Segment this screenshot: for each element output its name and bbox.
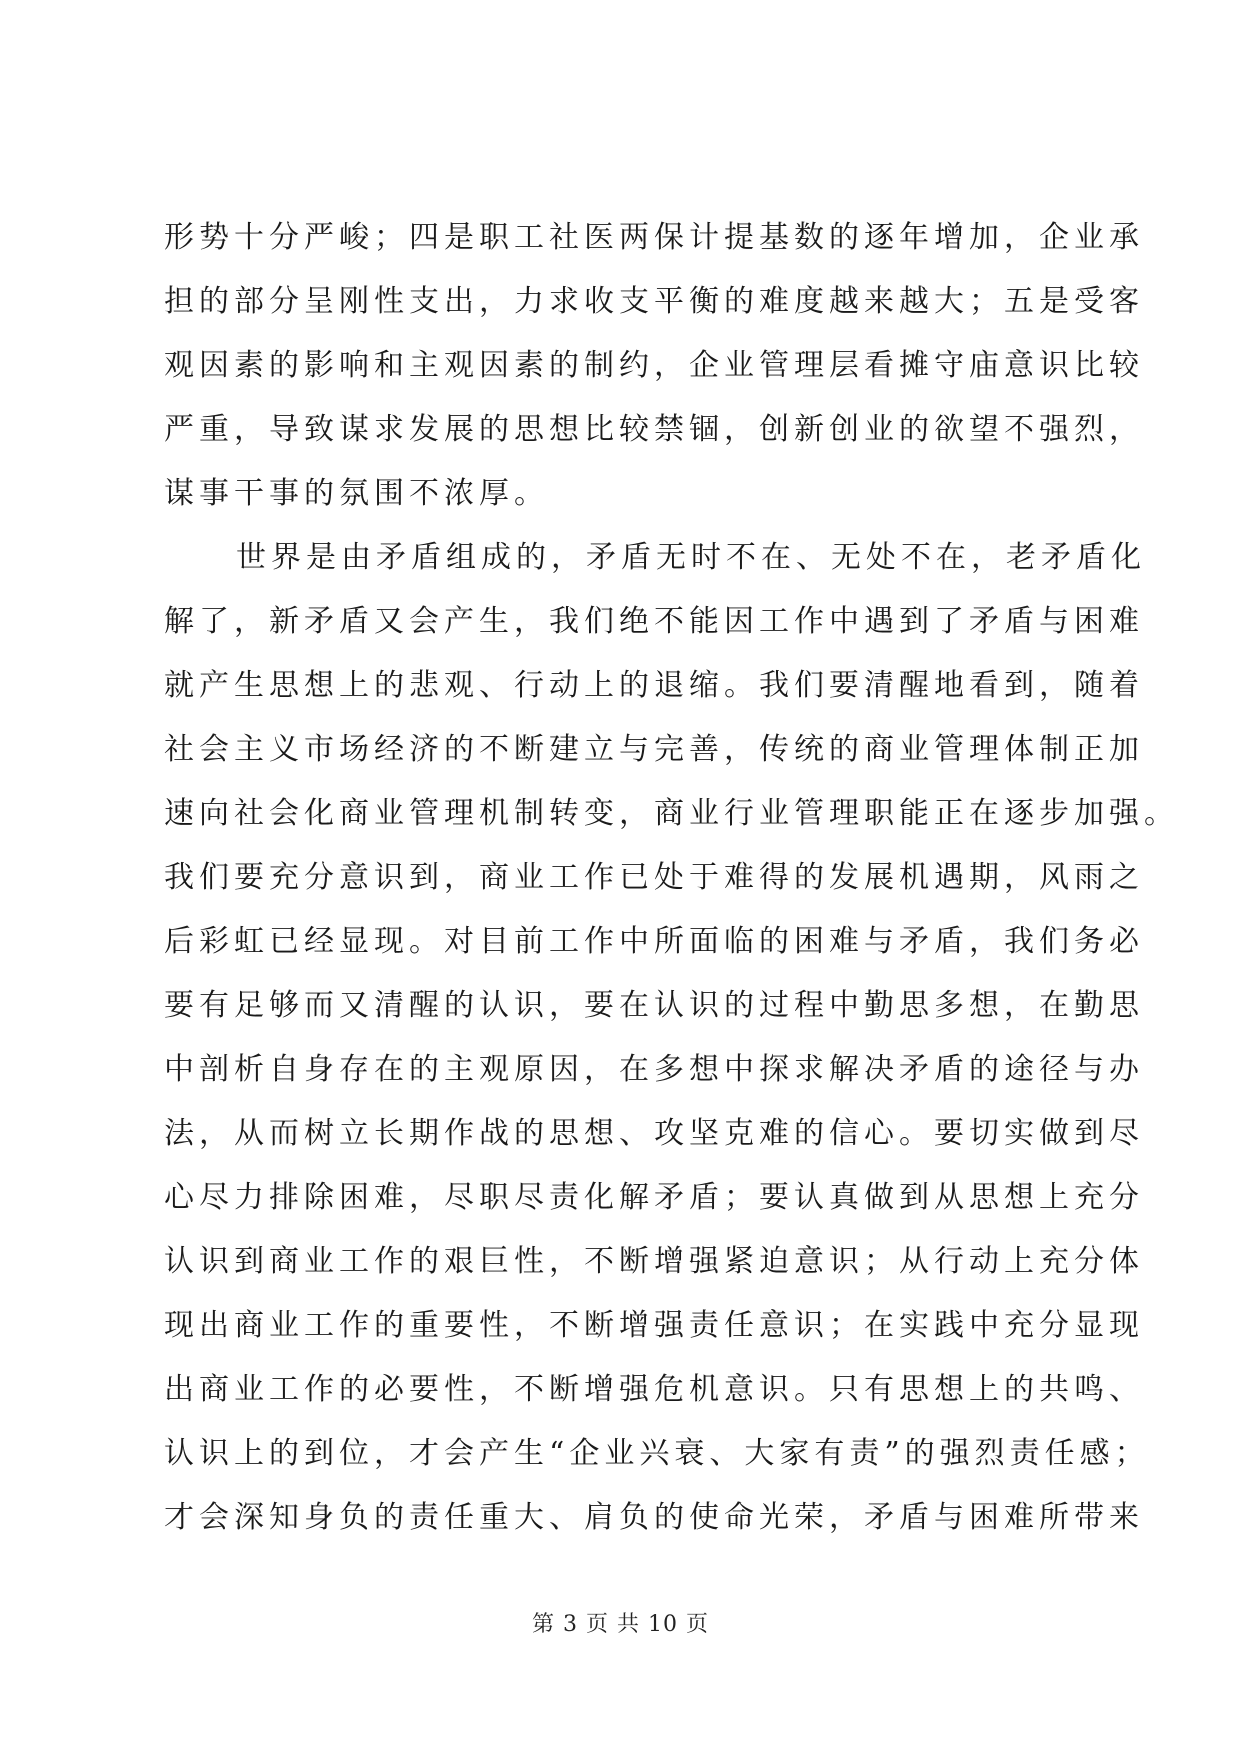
text-line: 担的部分呈刚性支出，力求收支平衡的难度越来越大；五是受客 [164, 284, 1144, 319]
text-line: 就产生思想上的悲观、行动上的退缩。我们要清醒地看到，随着 [164, 668, 1144, 703]
paragraph-start-line: 世界是由矛盾组成的，矛盾无时不在、无处不在，老矛盾化 [236, 540, 1146, 575]
text-line: 社会主义市场经济的不断建立与完善，传统的商业管理体制正加 [164, 732, 1144, 767]
text-line: 严重，导致谋求发展的思想比较禁锢，创新创业的欲望不强烈， [164, 412, 1144, 447]
text-line: 后彩虹已经显现。对目前工作中所面临的困难与矛盾，我们务必 [164, 924, 1144, 959]
text-line: 我们要充分意识到，商业工作已处于难得的发展机遇期，风雨之 [164, 860, 1144, 895]
text-line: 观因素的影响和主观因素的制约，企业管理层看摊守庙意识比较 [164, 348, 1144, 383]
text-line: 形势十分严峻；四是职工社医两保计提基数的逐年增加，企业承 [164, 220, 1144, 255]
body-text [164, 206, 1179, 1550]
text-line: 谋事干事的氛围不浓厚。 [164, 476, 549, 511]
text-line: 法，从而树立长期作战的思想、攻坚克难的信心。要切实做到尽 [164, 1116, 1144, 1151]
text-line: 认识上的到位，才会产生“企业兴衰、大家有责”的强烈责任感； [164, 1436, 1150, 1471]
text-line: 认识到商业工作的艰巨性，不断增强紧迫意识；从行动上充分体 [164, 1244, 1144, 1279]
text-line: 中剖析自身存在的主观原因，在多想中探求解决矛盾的途径与办 [164, 1052, 1144, 1087]
text-line: 解了，新矛盾又会产生，我们绝不能因工作中遇到了矛盾与困难 [164, 604, 1144, 639]
text-line: 现出商业工作的重要性，不断增强责任意识；在实践中充分显现 [164, 1308, 1144, 1343]
text-line: 才会深知身负的责任重大、肩负的使命光荣，矛盾与困难所带来 [164, 1500, 1144, 1535]
text-line: 出商业工作的必要性，不断增强危机意识。只有思想上的共鸣、 [164, 1372, 1144, 1407]
text-line: 要有足够而又清醒的认识，要在认识的过程中勤思多想，在勤思 [164, 988, 1144, 1023]
text-line: 心尽力排除困难，尽职尽责化解矛盾；要认真做到从思想上充分 [164, 1180, 1144, 1215]
page-number-footer: 第 3 页 共 10 页 [532, 1612, 709, 1637]
text-line: 速向社会化商业管理机制转变，商业行业管理职能正在逐步加强。 [164, 796, 1179, 831]
